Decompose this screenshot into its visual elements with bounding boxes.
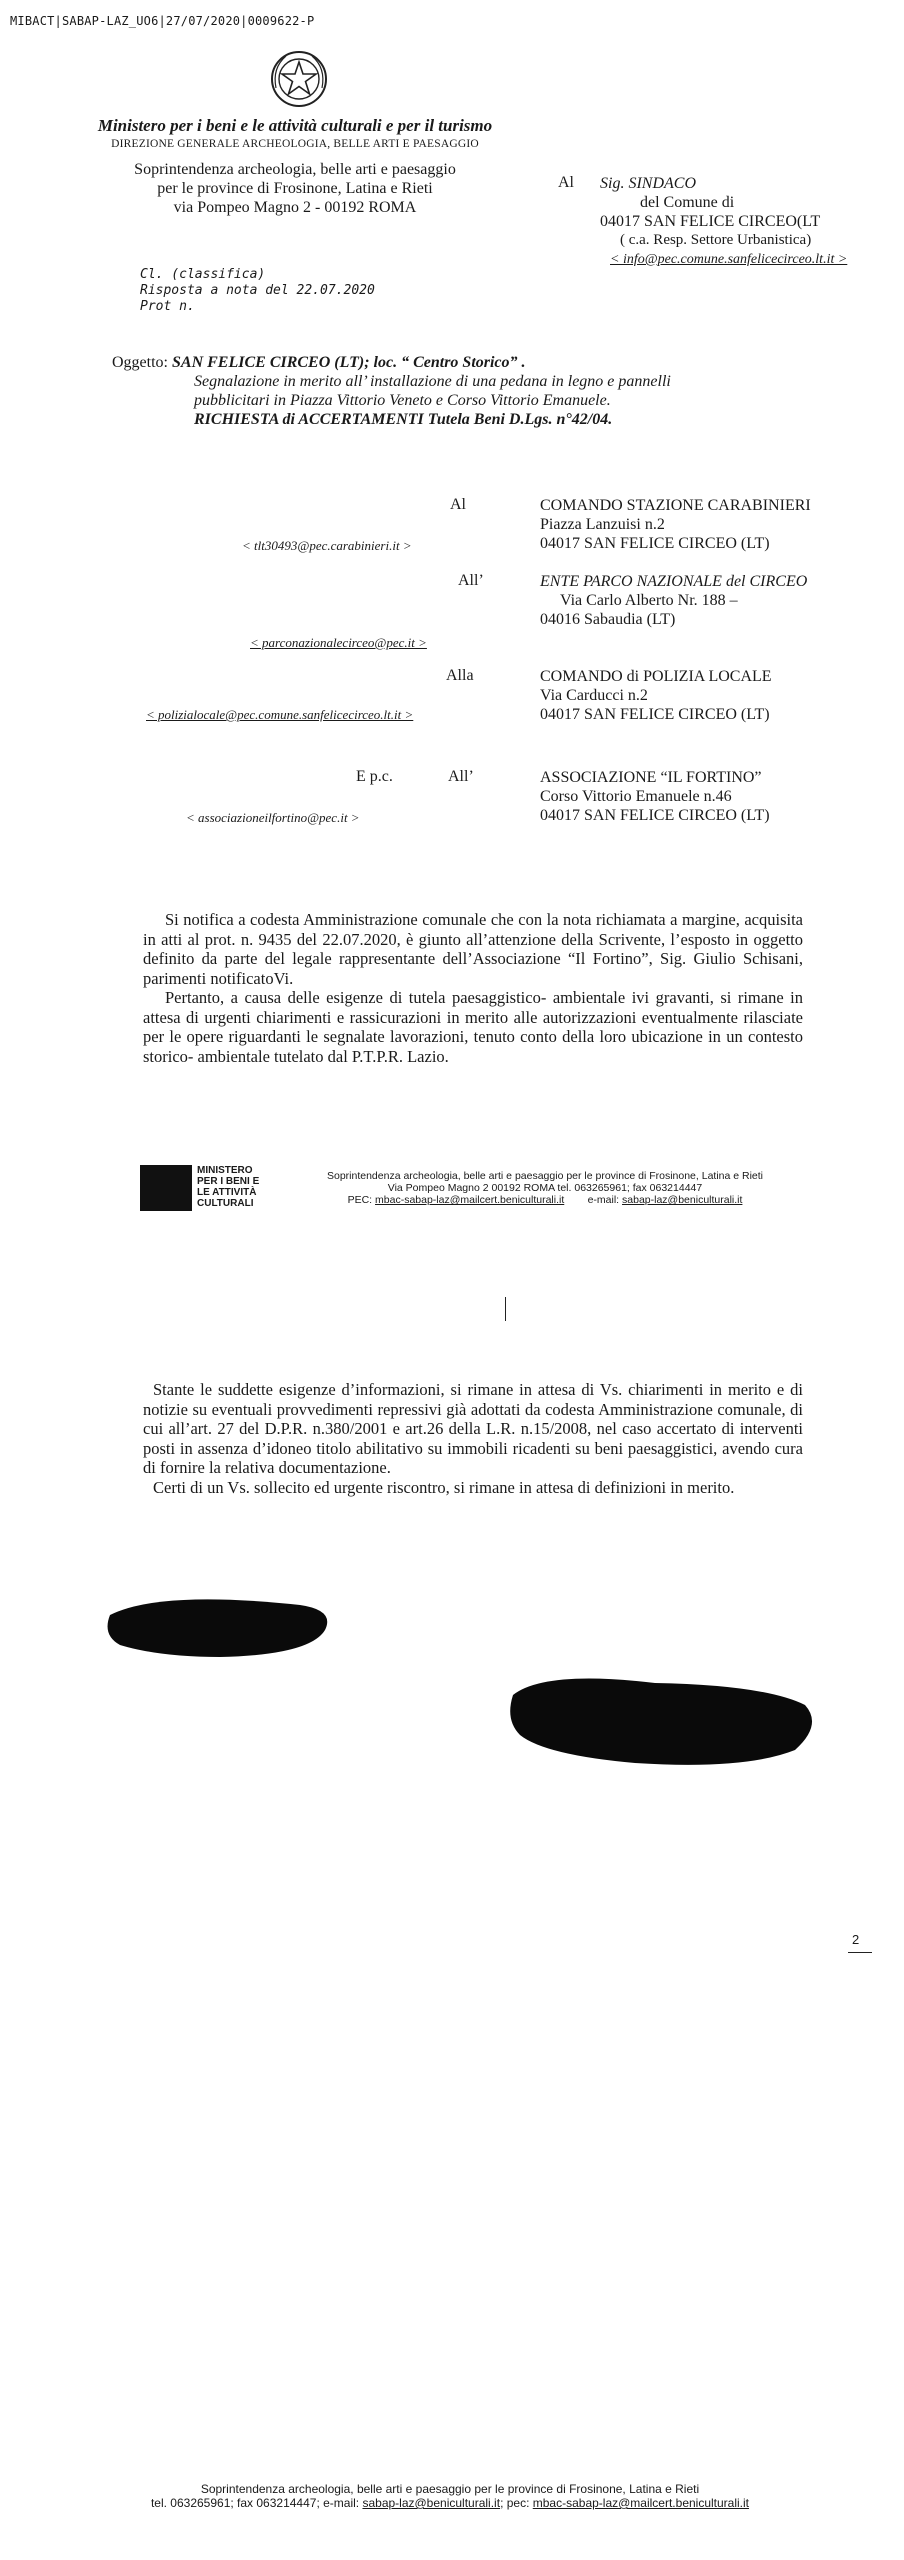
- recipient-line: ASSOCIAZIONE “IL FORTINO”: [540, 769, 762, 786]
- paragraph-text: Si notifica a codesta Amministrazione comunale che con la nota richiamata a margine, acquisita in atti al prot. n. 9435 del 22.07.2020, è giunto all’attenzione della Scrivente, l’esposto in oggetto definito da parte del legale rappresentante dell’Associazione “Il Fortino”, Sig. Giulio Schisani, parimenti notificatoVi.: [143, 910, 803, 988]
- paragraph-text: Certi di un Vs. sollecito ed urgente riscontro, si rimane in attesa di definizioni in merito.: [153, 1477, 735, 1497]
- email-link[interactable]: sabap-laz@beniculturali.it: [622, 1194, 743, 1206]
- recipient-pec: < tlt30493@pec.carabinieri.it >: [242, 538, 412, 553]
- logo-text-line: CULTURALI: [197, 1198, 254, 1209]
- pec-label: ; pec:: [500, 2496, 533, 2510]
- soprintendenza-line: via Pompeo Magno 2 - 00192 ROMA: [173, 199, 417, 216]
- recipient-line: 04017 SAN FELICE CIRCEO (LT): [540, 706, 770, 723]
- footer-line: Soprintendenza archeologia, belle arti e paesaggio per le province di Frosinone, Latina e Rieti: [200, 2482, 700, 2496]
- subject-main: SAN FELICE CIRCEO (LT); loc. “ Centro Storico” .: [172, 354, 526, 371]
- recipient-label: Al: [450, 496, 466, 513]
- logo-text-line: PER I BENI E: [197, 1176, 260, 1187]
- recipient-label: Alla: [446, 667, 474, 684]
- ministry-name: Ministero per i beni e le attività culturali e per il turismo: [97, 116, 493, 135]
- recipient-label: All’: [448, 768, 474, 785]
- recipient-line: 04017 SAN FELICE CIRCEO (LT): [540, 807, 770, 824]
- recipient-pec: < associazioneilfortino@pec.it >: [186, 810, 360, 825]
- mibac-logo-text: [197, 1165, 259, 1209]
- recipient-address: [540, 496, 811, 553]
- recipient-line: 04017 SAN FELICE CIRCEO(LT: [600, 213, 821, 230]
- paragraph-text: Pertanto, a causa delle esigenze di tutela paesaggistico- ambientale ivi gravanti, si rimane in attesa di urgenti chiarimenti e rassicurazioni in merito alle autorizzazioni eventualmente rilasciate per le opere riguardanti le segnalate lavorazioni, tenuto conto della loro ubicazione in un contesto storico- ambientale tutelato dal P.T.P.R. Lazio.: [143, 988, 803, 1066]
- recipient-label: All’: [458, 572, 484, 589]
- primary-recipient-label: Al: [558, 174, 574, 191]
- footer-contacts: [285, 1194, 805, 1206]
- subject-line: Segnalazione in merito all’ installazione di una pedana in legno e pannelli: [194, 373, 671, 390]
- classification-block: [140, 267, 375, 315]
- body-paragraph: [143, 910, 803, 1066]
- logo-text-line: LE ATTIVITÀ: [197, 1187, 257, 1198]
- subject-block: [112, 353, 832, 429]
- scan-mark: [505, 1297, 506, 1321]
- redacted-signature-right: [505, 1665, 825, 1785]
- recipient-address: [540, 768, 770, 825]
- subject-line: RICHIESTA di ACCERTAMENTI Tutela Beni D.Lgs. n°42/04.: [194, 411, 613, 428]
- classification-line: Prot n.: [140, 299, 195, 314]
- italian-republic-emblem-icon: [268, 48, 330, 110]
- paragraph-text: Stante le suddette esigenze d’informazioni, si rimane in attesa di Vs. chiarimenti in merito e di notizie su eventuali provvedimenti repressivi già adottati da codesta Amministrazione comunale, di cui all’art. 27 del D.P.R. n.380/2001 e art.26 della L.R. n.15/2008, nel caso accertato di interventi posti in assenza d’idoneo titolo abilitativo su immobili ricadenti su beni paesaggistici, avendo cura di fornire la relativa documentazione.: [143, 1380, 803, 1477]
- page-number: 2: [852, 1932, 860, 1947]
- direzione-generale: DIREZIONE GENERALE ARCHEOLOGIA, BELLE ARTI E PAESAGGIO: [111, 138, 479, 150]
- mibac-logo: [140, 1165, 192, 1211]
- classification-line: Cl. (classifica): [140, 267, 266, 282]
- recipient-pec: < polizialocale@pec.comune.sanfelicecirceo.lt.it >: [146, 707, 414, 722]
- recipient-line: 04017 SAN FELICE CIRCEO (LT): [540, 535, 770, 552]
- pec-link[interactable]: mbac-sabap-laz@mailcert.beniculturali.it: [375, 1194, 565, 1206]
- recipient-line: ( c.a. Resp. Settore Urbanistica): [620, 232, 812, 248]
- recipient-line: Piazza Lanzuisi n.2: [540, 516, 665, 533]
- footer-line: Soprintendenza archeologia, belle arti e paesaggio per le province di Frosinone, Latina e Rieti: [326, 1170, 764, 1182]
- soprintendenza-line: Soprintendenza archeologia, belle arti e paesaggio: [134, 161, 456, 178]
- recipient-pec: < info@pec.comune.sanfelicecirceo.lt.it >: [610, 252, 848, 267]
- soprintendenza-address: [60, 160, 530, 217]
- recipient-line: Corso Vittorio Emanuele n.46: [540, 788, 732, 805]
- pec-link[interactable]: mbac-sabap-laz@mailcert.beniculturali.it: [532, 2496, 750, 2510]
- logo-text-line: MINISTERO: [197, 1165, 253, 1176]
- recipient-address: [540, 572, 807, 629]
- recipient-line: Sig. SINDACO: [600, 175, 696, 192]
- recipient-line: COMANDO STAZIONE CARABINIERI: [540, 497, 811, 514]
- recipient-address: [540, 667, 772, 724]
- primary-recipient: [600, 174, 847, 269]
- footer-line: Via Pompeo Magno 2 00192 ROMA tel. 063265961; fax 063214447: [387, 1182, 703, 1194]
- recipient-prefix: E p.c.: [356, 768, 393, 785]
- recipient-line: Via Carducci n.2: [540, 687, 648, 704]
- recipient-line: ENTE PARCO NAZIONALE del CIRCEO: [540, 573, 808, 590]
- footer-phone: tel. 063265961; fax 063214447; e-mail:: [150, 2496, 363, 2510]
- subject-label: Oggetto:: [112, 354, 168, 371]
- recipient-line: COMANDO di POLIZIA LOCALE: [540, 668, 772, 685]
- email-label: e-mail:: [587, 1194, 620, 1206]
- soprintendenza-line: per le province di Frosinone, Latina e Rieti: [157, 180, 433, 197]
- redacted-signature-left: [100, 1585, 340, 1685]
- recipient-line: 04016 Sabaudia (LT): [540, 611, 676, 628]
- bottom-footer: [80, 2482, 820, 2510]
- body-paragraph: [143, 1380, 803, 1497]
- page-footer: [285, 1170, 805, 1206]
- email-link[interactable]: sabap-laz@beniculturali.it: [362, 2496, 501, 2510]
- recipient-pec: < parconazionalecirceo@pec.it >: [250, 635, 427, 650]
- recipient-line: Via Carlo Alberto Nr. 188 –: [560, 592, 738, 609]
- protocol-stamp: MIBACT|SABAP-LAZ_UO6|27/07/2020|0009622-P: [10, 14, 315, 28]
- classification-line: Risposta a nota del 22.07.2020: [140, 283, 375, 298]
- page-number-underline: [848, 1952, 872, 1953]
- recipient-line: del Comune di: [640, 194, 735, 211]
- subject-line: pubblicitari in Piazza Vittorio Veneto e Corso Vittorio Emanuele.: [194, 392, 611, 409]
- pec-label: PEC:: [347, 1194, 373, 1206]
- footer-contacts: [80, 2496, 820, 2510]
